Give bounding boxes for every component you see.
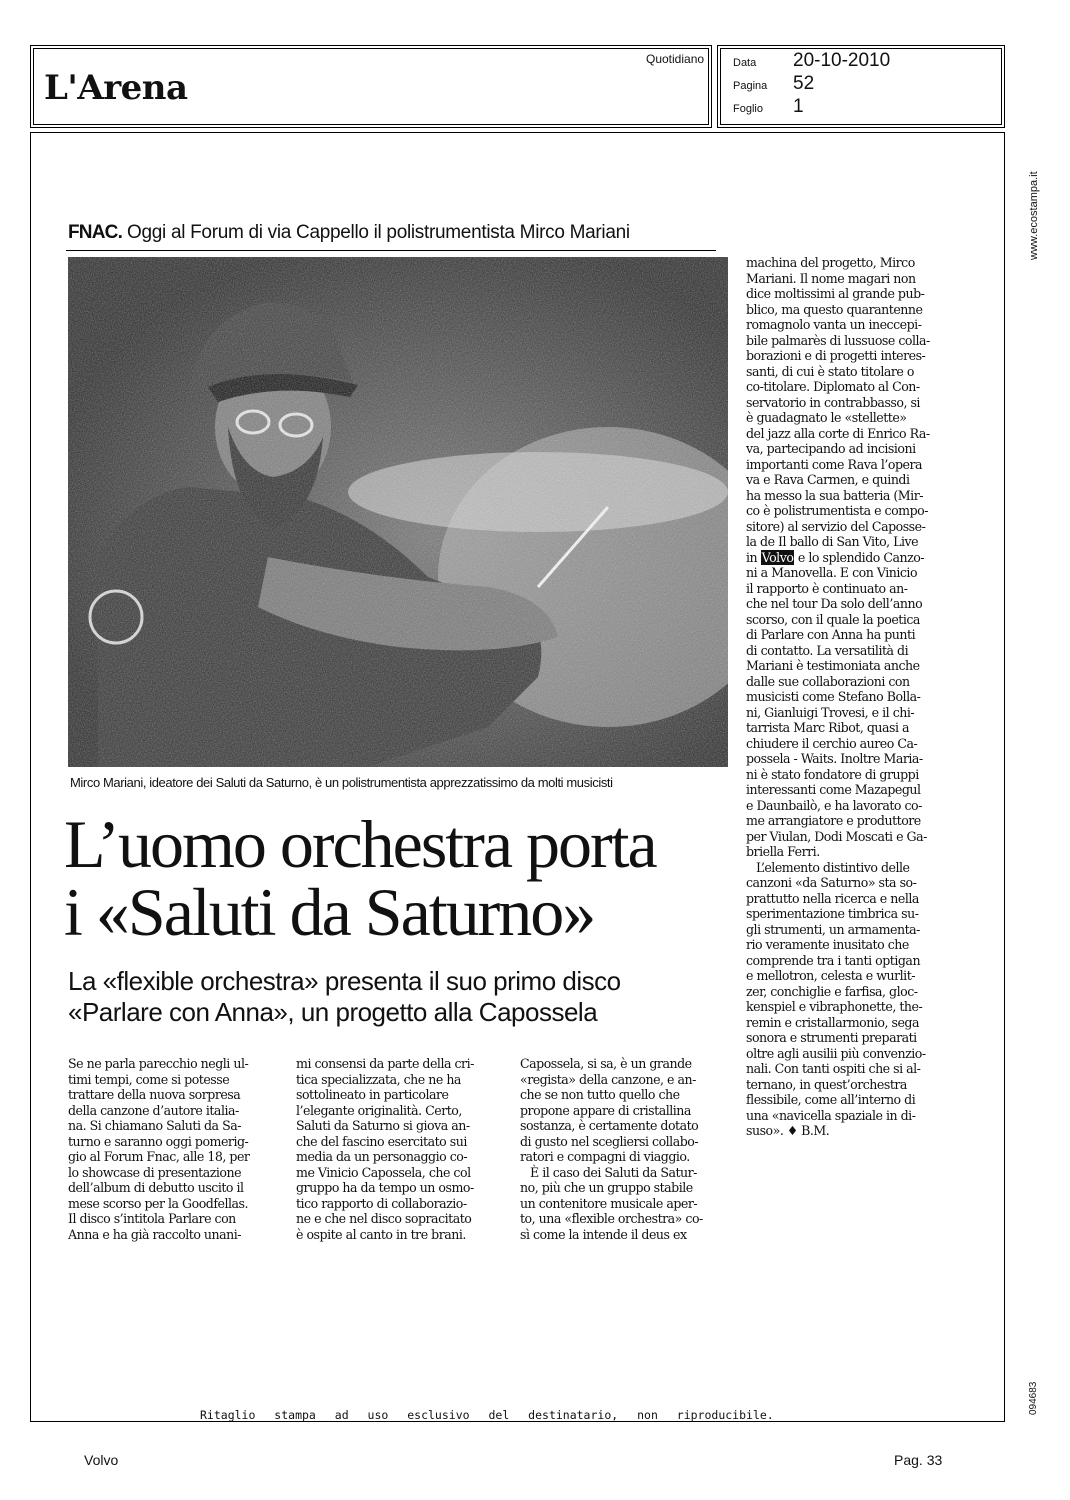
headline-line: i «Saluti da Saturno» <box>64 874 595 950</box>
text-line: Se ne parla parecchio negli ul- <box>68 1056 249 1071</box>
text-line: va, partecipando ad incisioni <box>746 441 916 456</box>
text-line: ternano, in quest’orchestra <box>746 1076 907 1092</box>
kicker-bold: FNAC. <box>68 222 123 243</box>
text-line: È il caso dei Saluti da Satur- <box>530 1164 697 1180</box>
kicker-text: Oggi al Forum di via Cappello il polistrumentista Mirco Mariani <box>127 222 630 243</box>
text-line: dice moltissimi al grande pub- <box>746 286 925 301</box>
headline-line: L’uomo orchestra porta <box>64 806 656 882</box>
text-line: co-titolare. Diplomato al Con- <box>746 379 920 394</box>
text-line: santi, di cui è stato titolare o <box>746 363 914 379</box>
text-line: il rapporto è continuato an- <box>746 580 908 596</box>
text-line: scorso, con il quale la poetica <box>746 611 920 627</box>
headline <box>64 806 724 950</box>
meta-label: Pagina <box>733 80 768 92</box>
article-photo <box>68 257 728 767</box>
text-line: Il disco s’intitola Parlare con <box>68 1211 236 1226</box>
text-line: mese scorso per la Goodfellas. <box>68 1195 248 1211</box>
meta-date <box>733 50 890 72</box>
text-line: prattutto nella ricerca e nella <box>746 890 919 906</box>
text-line: che nel tour Da solo dell’anno <box>746 596 923 611</box>
text-line: che se non tutto quello che <box>520 1087 680 1102</box>
text-line: na. Si chiamano Saluti da Sa- <box>68 1118 241 1133</box>
meta-value: 20-10-2010 <box>793 50 891 71</box>
text-line: Capossela, si sa, è un grande <box>520 1056 692 1071</box>
text-line: un contenitore musicale aper- <box>520 1195 698 1211</box>
body-column-2 <box>296 1056 506 1242</box>
meta-value: 1 <box>793 96 804 117</box>
text-line-highlight <box>746 550 960 566</box>
text-line: della canzone d’autore italia- <box>68 1102 239 1118</box>
text-line: suso». ♦ B.M. <box>746 1123 830 1138</box>
text-line: è ospite al canto in tre brani. <box>296 1226 466 1242</box>
text-line: una «navicella spaziale in di- <box>746 1107 916 1123</box>
text-line: ha messo la sua batteria (Mir- <box>746 487 923 503</box>
text-line: importanti come Rava l’opera <box>746 456 923 472</box>
text-line: sostanza, è certamente dotato <box>520 1118 699 1133</box>
text-line: tico rapporto di collaborazio- <box>296 1195 467 1211</box>
text-line: del jazz alla corte di Enrico Ra- <box>746 425 930 441</box>
subheadline <box>68 966 718 1028</box>
text-line: di gusto nel scegliersi collabo- <box>520 1133 699 1149</box>
kicker-rule <box>66 250 716 251</box>
meta-page <box>733 73 814 95</box>
body-column-4 <box>746 255 960 1139</box>
text-line: no, più che un gruppo stabile <box>520 1180 693 1195</box>
text-line: to, una «flexible orchestra» co- <box>520 1211 703 1226</box>
meta-label: Data <box>733 57 757 69</box>
text-line: co è polistrumentista e compo- <box>746 503 929 518</box>
subhead-line: «Parlare con Anna», un progetto alla Capossela <box>68 997 598 1027</box>
text-line: dalle sue collaborazioni con <box>746 673 910 689</box>
text-line: me arrangiatore e produttore <box>746 813 921 828</box>
text-line: possela - Waits. Inoltre Maria- <box>746 751 923 766</box>
newspaper-logo: L'Arena <box>44 68 188 108</box>
body-column-1 <box>68 1056 280 1242</box>
meta-sheet <box>733 96 804 118</box>
text-line: «regista» della canzone, e an- <box>520 1071 696 1087</box>
text-line: chiudere il cerchio aureo Ca- <box>746 735 918 751</box>
side-url: www.ecostampa.it <box>1028 171 1040 260</box>
text-line: musicisti come Stefano Bolla- <box>746 689 921 704</box>
footer-client: Volvo <box>84 1452 119 1468</box>
text-line: zer, conchiglie e farfisa, gloc- <box>746 983 918 999</box>
text-line: bile palmarès di lussuose colla- <box>746 332 930 348</box>
text-line: ni a Manovella. E con Vinicio <box>746 565 918 580</box>
text-line: ratori e compagni di viaggio. <box>520 1149 690 1164</box>
text-line: Saluti da Saturno si giova an- <box>296 1118 470 1133</box>
highlighted-keyword: Volvo <box>761 549 794 565</box>
text-line: propone appare di cristallina <box>520 1102 691 1118</box>
text-line: briella Ferri. <box>746 844 820 859</box>
text-line: è guadagnato le «stellette» <box>746 410 907 425</box>
text-line: di contatto. La versatilità di <box>746 642 909 658</box>
clipping-notice: Ritaglio stampa ad uso esclusivo del destinatario, non riproducibile. <box>200 1408 774 1422</box>
text-line: che del fascino esercitato sui <box>296 1133 467 1149</box>
text-line: nali. Con tanti ospiti che si al- <box>746 1061 921 1076</box>
text-line: sperimentazione timbrica su- <box>746 906 919 921</box>
text-line: trattare della nuova sorpresa <box>68 1087 241 1102</box>
footer-page-number: Pag. 33 <box>894 1452 943 1468</box>
text-line: gio al Forum Fnac, alle 18, per <box>68 1149 250 1164</box>
text-line: e mellotron, celesta e wurlit- <box>746 968 916 983</box>
publication-type: Quotidiano <box>646 52 705 66</box>
body-column-3 <box>520 1056 732 1242</box>
text-fragment: in <box>746 549 758 565</box>
text-line: l’elegante originalità. Certo, <box>296 1102 462 1118</box>
text-line: e Daunbailò, e ha lavorato co- <box>746 797 922 813</box>
text-line: comprende tra i tanti optigan <box>746 952 921 968</box>
text-line: canzoni «da Saturno» sta so- <box>746 875 917 890</box>
text-line: blico, ma questo quarantenne <box>746 301 923 317</box>
text-line: oltre agli ausilii più convenzio- <box>746 1045 926 1061</box>
text-fragment: e lo splendido Canzo- <box>797 549 925 565</box>
kicker <box>68 222 630 244</box>
subhead-line: La «flexible orchestra» presenta il suo primo disco <box>68 966 621 996</box>
text-line: machina del progetto, Mirco <box>746 255 915 270</box>
text-line: sonora e strumenti preparati <box>746 1030 917 1045</box>
text-line: dell’album di debutto uscito il <box>68 1180 244 1195</box>
text-line: sitore) al servizio del Caposse- <box>746 518 926 534</box>
text-line: turno e saranno oggi pomerig- <box>68 1133 249 1149</box>
text-line: interessanti come Mazapegul <box>746 782 921 797</box>
text-line: me Vinicio Capossela, che col <box>296 1164 471 1180</box>
text-line: gli strumenti, un armamenta- <box>746 921 920 937</box>
text-line: remin e cristallarmonio, sega <box>746 1014 919 1030</box>
text-line: kenspiel e vibraphonette, the- <box>746 999 923 1014</box>
photo-caption: Mirco Mariani, ideatore dei Saluti da Saturno, è un polistrumentista apprezzatissimo da molti musicisti <box>70 775 613 790</box>
text-line: Anna e ha già raccolto unani- <box>68 1226 242 1242</box>
text-line: ne e che nel disco sopracitato <box>296 1211 472 1226</box>
text-line: ni è stato fondatore di gruppi <box>746 766 919 782</box>
text-line: la de Il ballo di San Vito, Live <box>746 534 919 549</box>
meta-label: Foglio <box>733 103 763 115</box>
text-line: di Parlare con Anna ha punti <box>746 627 916 642</box>
meta-value: 52 <box>793 73 815 94</box>
text-line: romagnolo vanta un ineccepi- <box>746 317 922 332</box>
text-line: media da un personaggio co- <box>296 1149 468 1164</box>
text-line: lo showcase di presentazione <box>68 1164 242 1180</box>
text-line: rio veramente inusitato che <box>746 937 909 952</box>
text-line: sottolineato in particolare <box>296 1087 449 1102</box>
text-line: va e Rava Carmen, e quindi <box>746 472 910 487</box>
text-line: Mariani è testimoniata anche <box>746 658 920 673</box>
text-line: flessibile, come all’interno di <box>746 1092 916 1107</box>
text-line: borazioni e di progetti interes- <box>746 348 926 363</box>
text-line: tarrista Marc Ribot, quasi a <box>746 720 910 735</box>
side-code: 094683 <box>1028 1381 1039 1415</box>
text-line: L’elemento distintivo delle <box>756 859 910 875</box>
text-line: gruppo ha da tempo un osmo- <box>296 1180 474 1195</box>
text-line: Mariani. Il nome magari non <box>746 270 916 286</box>
text-line: sì come la intende il deus ex <box>520 1226 687 1242</box>
text-line: mi consensi da parte della cri- <box>296 1056 474 1071</box>
text-line: timi tempi, come si potesse <box>68 1071 230 1087</box>
text-line: per Viulan, Dodi Moscati e Ga- <box>746 828 927 844</box>
text-line: ni, Gianluigi Trovesi, e il chi- <box>746 704 915 720</box>
text-line: servatorio in contrabbasso, si <box>746 394 920 410</box>
text-line: tica specializzata, che ne ha <box>296 1071 461 1087</box>
